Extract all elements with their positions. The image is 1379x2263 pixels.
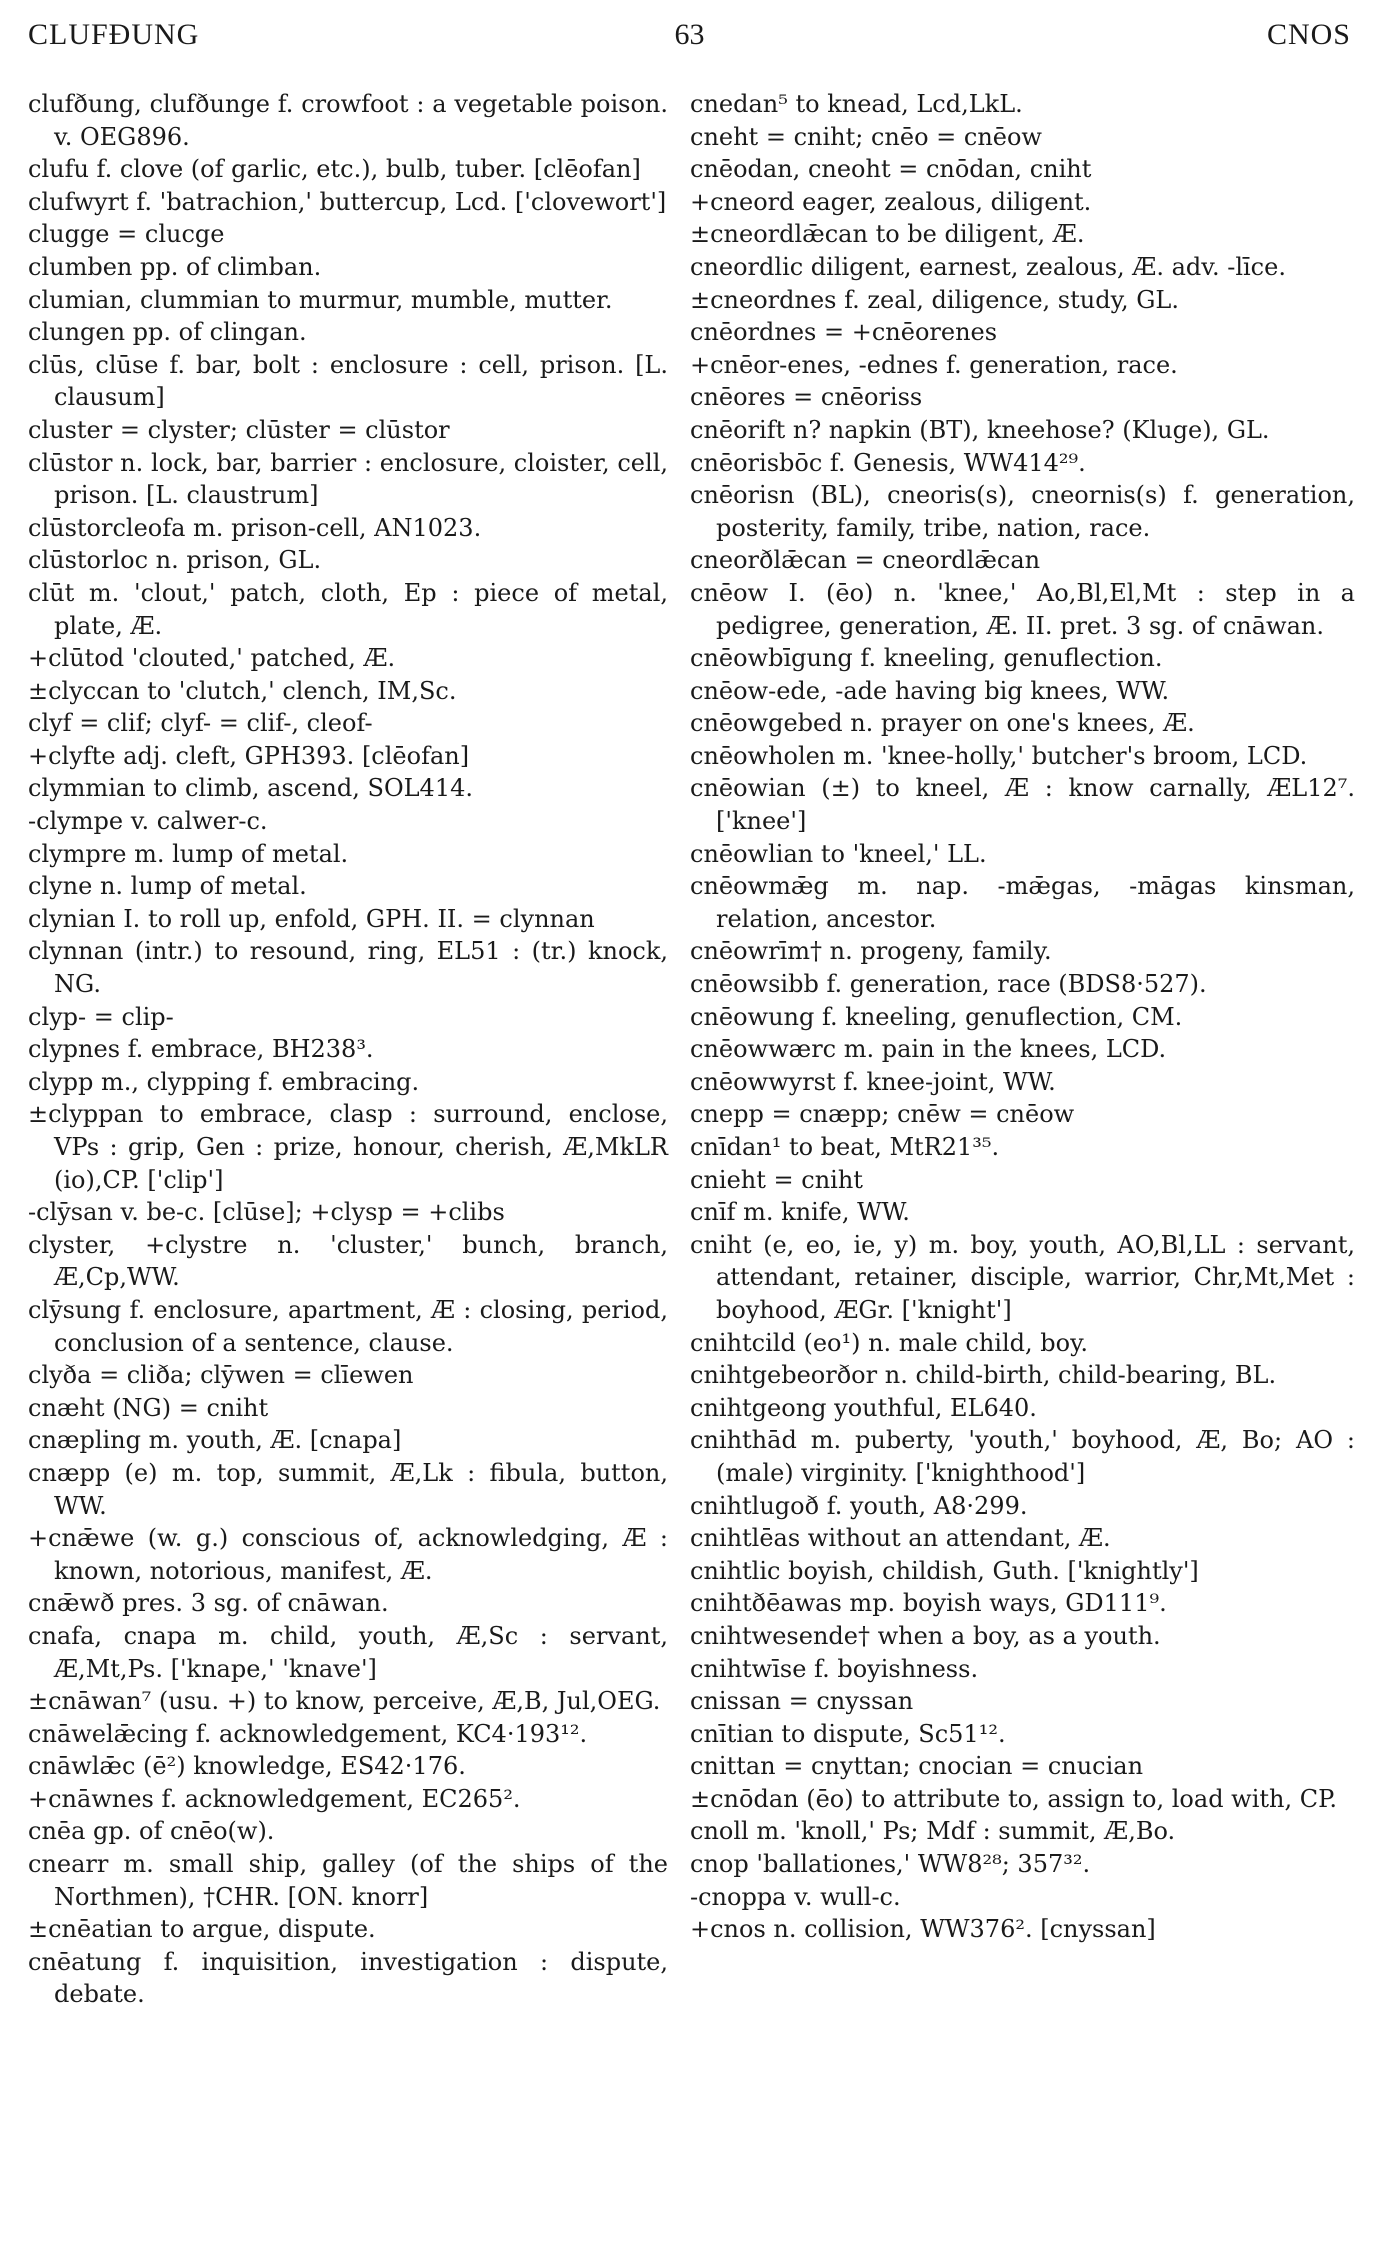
dictionary-entry: cnēowian (±) to kneel, Æ : know carnally, ÆL12⁷. ['knee'] (690, 774, 1355, 836)
dictionary-entry: cnæpling m. youth, Æ. [cnapa] (28, 1426, 402, 1455)
dictionary-entry: clufu f. clove (of garlic, etc.), bulb, tuber. [clēofan] (28, 155, 641, 184)
dictionary-entry: cnihtðēawas mp. boyish ways, GD111⁹. (690, 1589, 1167, 1618)
dictionary-entry: cnīf m. knife, WW. (690, 1198, 910, 1227)
dictionary-entry: ±cnēatian to argue, dispute. (28, 1915, 376, 1944)
dictionary-entry: +cneord eager, zealous, diligent. (690, 187, 1092, 216)
dictionary-entry: -cnoppa v. wull-c. (690, 1882, 901, 1911)
dictionary-entry: cnāwelǣcing f. acknowledgement, KC4·193¹². (28, 1719, 588, 1748)
dictionary-entry: cniht (e, eo, ie, y) m. boy, youth, AO,Bl,LL : servant, attendant, retainer, disciple, warrior, Chr,Mt,Met : boyhood, ÆGr. ['knight'] (690, 1230, 1355, 1324)
dictionary-entry: clyp- = clip- (28, 1002, 174, 1031)
dictionary-entry: cnoll m. 'knoll,' Ps; Mdf : summit, Æ,Bo. (690, 1817, 1176, 1846)
dictionary-entry: clumben pp. of climban. (28, 252, 322, 281)
dictionary-entry: clūstorcleofa m. prison-cell, AN1023. (28, 513, 482, 542)
dictionary-entry: cnearr m. small ship, galley (of the ships of the Northmen), †CHR. [ON. knorr] (28, 1850, 668, 1911)
dictionary-entry: cnēow I. (ēo) n. 'knee,' Ao,Bl,El,Mt : step in a pedigree, generation, Æ. II. pret. 3 sg. of cnāwan. (690, 578, 1355, 640)
dictionary-entry: ±cneordlǣcan to be diligent, Æ. (690, 220, 1085, 249)
running-head-right: CNOS (1266, 18, 1351, 51)
dictionary-entry: cneordlic diligent, earnest, zealous, Æ. adv. -līce. (690, 252, 1286, 281)
dictionary-entry: ±cneordnes f. zeal, diligence, study, GL. (690, 285, 1179, 314)
dictionary-entry: cnēowholen m. 'knee-holly,' butcher's broom, LCD. (690, 741, 1308, 770)
dictionary-entry: clypp m., clypping f. embracing. (28, 1067, 420, 1096)
dictionary-entry: cnihtgebeorðor n. child-birth, child-bearing, BL. (690, 1361, 1277, 1390)
dictionary-entry: cnītian to dispute, Sc51¹². (690, 1719, 1006, 1748)
dictionary-entry: cnēorisbōc f. Genesis, WW414²⁹. (690, 448, 1086, 477)
dictionary-entry: clyne n. lump of metal. (28, 872, 307, 901)
dictionary-entry: +cnāwnes f. acknowledgement, EC265². (28, 1784, 521, 1813)
page-number: 63 (674, 18, 705, 51)
dictionary-entry: cnop 'ballationes,' WW8²⁸; 357³². (690, 1850, 1091, 1879)
dictionary-entry: cnēores = cnēoriss (690, 383, 923, 412)
dictionary-entry: cnēowbīgung f. kneeling, genuflection. (690, 644, 1163, 673)
dictionary-entry: cnēowgebed n. prayer on one's knees, Æ. (690, 709, 1195, 738)
dictionary-entry: cnihthād m. puberty, 'youth,' boyhood, Æ, Bo; AO : (male) virginity. ['knighthood'] (690, 1426, 1355, 1487)
dictionary-entry: cneorðlǣcan = cneordlǣcan (690, 546, 1041, 575)
dictionary-entry: cnafa, cnapa m. child, youth, Æ,Sc : servant, Æ,Mt,Ps. ['knape,' 'knave'] (28, 1621, 668, 1683)
dictionary-entry: cnēorift n? napkin (BT), kneehose? (Kluge), GL. (690, 415, 1270, 444)
dictionary-entry: cnēatung f. inquisition, investigation : dispute, debate. (28, 1947, 668, 2009)
dictionary-entry: cnihtlic boyish, childish, Guth. ['knightly'] (690, 1556, 1199, 1585)
dictionary-entry: ±cnāwan⁷ (usu. +) to know, perceive, Æ,B, Jul,OEG. (28, 1687, 661, 1716)
dictionary-entry: +clyfte adj. cleft, GPH393. [clēofan] (28, 741, 470, 770)
dictionary-entry: cnēowwærc m. pain in the knees, LCD. (690, 1035, 1167, 1064)
dictionary-entry: -clȳsan v. be-c. [clūse]; +clysp = +clibs (28, 1198, 505, 1227)
dictionary-entry: cnēodan, cneoht = cnōdan, cniht (690, 155, 1092, 184)
dictionary-entry: ±cnōdan (ēo) to attribute to, assign to, load with, CP. (690, 1784, 1338, 1813)
dictionary-entry: cnēowlian to 'kneel,' LL. (690, 839, 987, 868)
dictionary-entry: clynian I. to roll up, enfold, GPH. II. = clynnan (28, 904, 595, 933)
left-column (28, 88, 668, 2011)
dictionary-entry: cnihtwesende† when a boy, as a youth. (690, 1621, 1161, 1650)
dictionary-entry: cnæpp (e) m. top, summit, Æ,Lk : fibula, button, WW. (28, 1458, 668, 1520)
dictionary-entry: cnāwlǣc (ē²) knowledge, ES42·176. (28, 1752, 466, 1781)
dictionary-entry: clynnan (intr.) to resound, ring, EL51 : (tr.) knock, NG. (28, 937, 668, 999)
page-header (28, 14, 1351, 58)
dictionary-entry: clymmian to climb, ascend, SOL414. (28, 774, 473, 803)
dictionary-entry: cnēowsibb f. generation, race (BDS8·527). (690, 970, 1207, 999)
dictionary-entry: cnǣwð pres. 3 sg. of cnāwan. (28, 1589, 389, 1618)
right-column (690, 88, 1355, 1946)
dictionary-entry: cnēorisn (BL), cneoris(s), cneornis(s) f. generation, posterity, family, tribe, nation, race. (690, 481, 1355, 542)
dictionary-entry: cluster = clyster; clūster = clūstor (28, 415, 450, 444)
dictionary-entry: clypnes f. embrace, BH238³. (28, 1035, 374, 1064)
dictionary-entry: clyf = clif; clyf- = clif-, cleof- (28, 709, 373, 738)
dictionary-entry: +cnos n. collision, WW376². [cnyssan] (690, 1915, 1156, 1944)
dictionary-entry: clūstor n. lock, bar, barrier : enclosure, cloister, cell, prison. [L. claustrum] (28, 448, 668, 510)
dictionary-entry: -clympe v. calwer-c. (28, 807, 268, 836)
dictionary-entry: +cnǣwe (w. g.) conscious of, acknowledging, Æ : known, notorious, manifest, Æ. (28, 1524, 668, 1585)
dictionary-entry: cnēowung f. kneeling, genuflection, CM. (690, 1002, 1183, 1031)
dictionary-entry: clyster, +clystre n. 'cluster,' bunch, branch, Æ,Cp,WW. (28, 1230, 668, 1292)
dictionary-entry: cnēa gp. of cnēo(w). (28, 1817, 275, 1846)
dictionary-entry: cnēowwyrst f. knee-joint, WW. (690, 1067, 1056, 1096)
dictionary-entry: clȳsung f. enclosure, apartment, Æ : closing, period, conclusion of a sentence, clause. (28, 1295, 668, 1357)
dictionary-entry: cnæht (NG) = cniht (28, 1393, 269, 1422)
dictionary-entry: clūs, clūse f. bar, bolt : enclosure : cell, prison. [L. clausum] (28, 350, 668, 412)
dictionary-entry: clympre m. lump of metal. (28, 839, 349, 868)
dictionary-entry: clumian, clummian to murmur, mumble, mutter. (28, 285, 613, 314)
dictionary-entry: cnihtcild (eo¹) n. male child, boy. (690, 1328, 1089, 1357)
dictionary-entry: cnieht = cniht (690, 1165, 863, 1194)
dictionary-entry: +clūtod 'clouted,' patched, Æ. (28, 644, 396, 673)
dictionary-entry: clūt m. 'clout,' patch, cloth, Ep : piece of metal, plate, Æ. (28, 578, 668, 640)
dictionary-entry: cnittan = cnyttan; cnocian = cnucian (690, 1752, 1144, 1781)
dictionary-entry: clungen pp. of clingan. (28, 318, 307, 347)
dictionary-entry: ±clyppan to embrace, clasp : surround, enclose, VPs : grip, Gen : prize, honour, cherish, Æ,MkLR (io),CP. ['clip'] (28, 1100, 668, 1194)
dictionary-entry: +cnēor-enes, -ednes f. generation, race. (690, 350, 1178, 379)
dictionary-entry: cnēordnes = +cnēorenes (690, 318, 998, 347)
running-head-left: CLUFÐUNG (28, 18, 200, 51)
dictionary-entry: clugge = clucge (28, 220, 225, 249)
dictionary-entry: ±clyccan to 'clutch,' clench, IM,Sc. (28, 676, 457, 705)
dictionary-entry: cnīdan¹ to beat, MtR21³⁵. (690, 1133, 1000, 1161)
dictionary-entry: cneht = cniht; cnēo = cnēow (690, 122, 1042, 151)
dictionary-entry: clufwyrt f. 'batrachion,' buttercup, Lcd. ['clovewort'] (28, 187, 667, 216)
dictionary-entry: cnihtwīse f. boyishness. (690, 1654, 979, 1683)
dictionary-entry: cnēowrīm† n. progeny, family. (690, 937, 1052, 966)
dictionary-entry: clūstorloc n. prison, GL. (28, 546, 322, 575)
dictionary-entry: clyða = cliða; clȳwen = clīewen (28, 1361, 414, 1390)
dictionary-entry: cnēow-ede, -ade having big knees, WW. (690, 676, 1170, 705)
dictionary-entry: cnedan⁵ to knead, Lcd,LkL. (690, 90, 1023, 118)
dictionary-entry: cnihtlēas without an attendant, Æ. (690, 1524, 1111, 1553)
dictionary-entry: cnēowmǣg m. nap. -mǣgas, -māgas kinsman, relation, ancestor. (690, 872, 1355, 933)
dictionary-entry: cnissan = cnyssan (690, 1687, 914, 1716)
dictionary-entry: cnihtlugoð f. youth, A8·299. (690, 1491, 1028, 1520)
dictionary-entry: cnepp = cnæpp; cnēw = cnēow (690, 1100, 1075, 1129)
dictionary-entry: clufðung, clufðunge f. crowfoot : a vegetable poison. v. OEG896. (28, 90, 668, 151)
dictionary-entry: cnihtgeong youthful, EL640. (690, 1393, 1037, 1422)
